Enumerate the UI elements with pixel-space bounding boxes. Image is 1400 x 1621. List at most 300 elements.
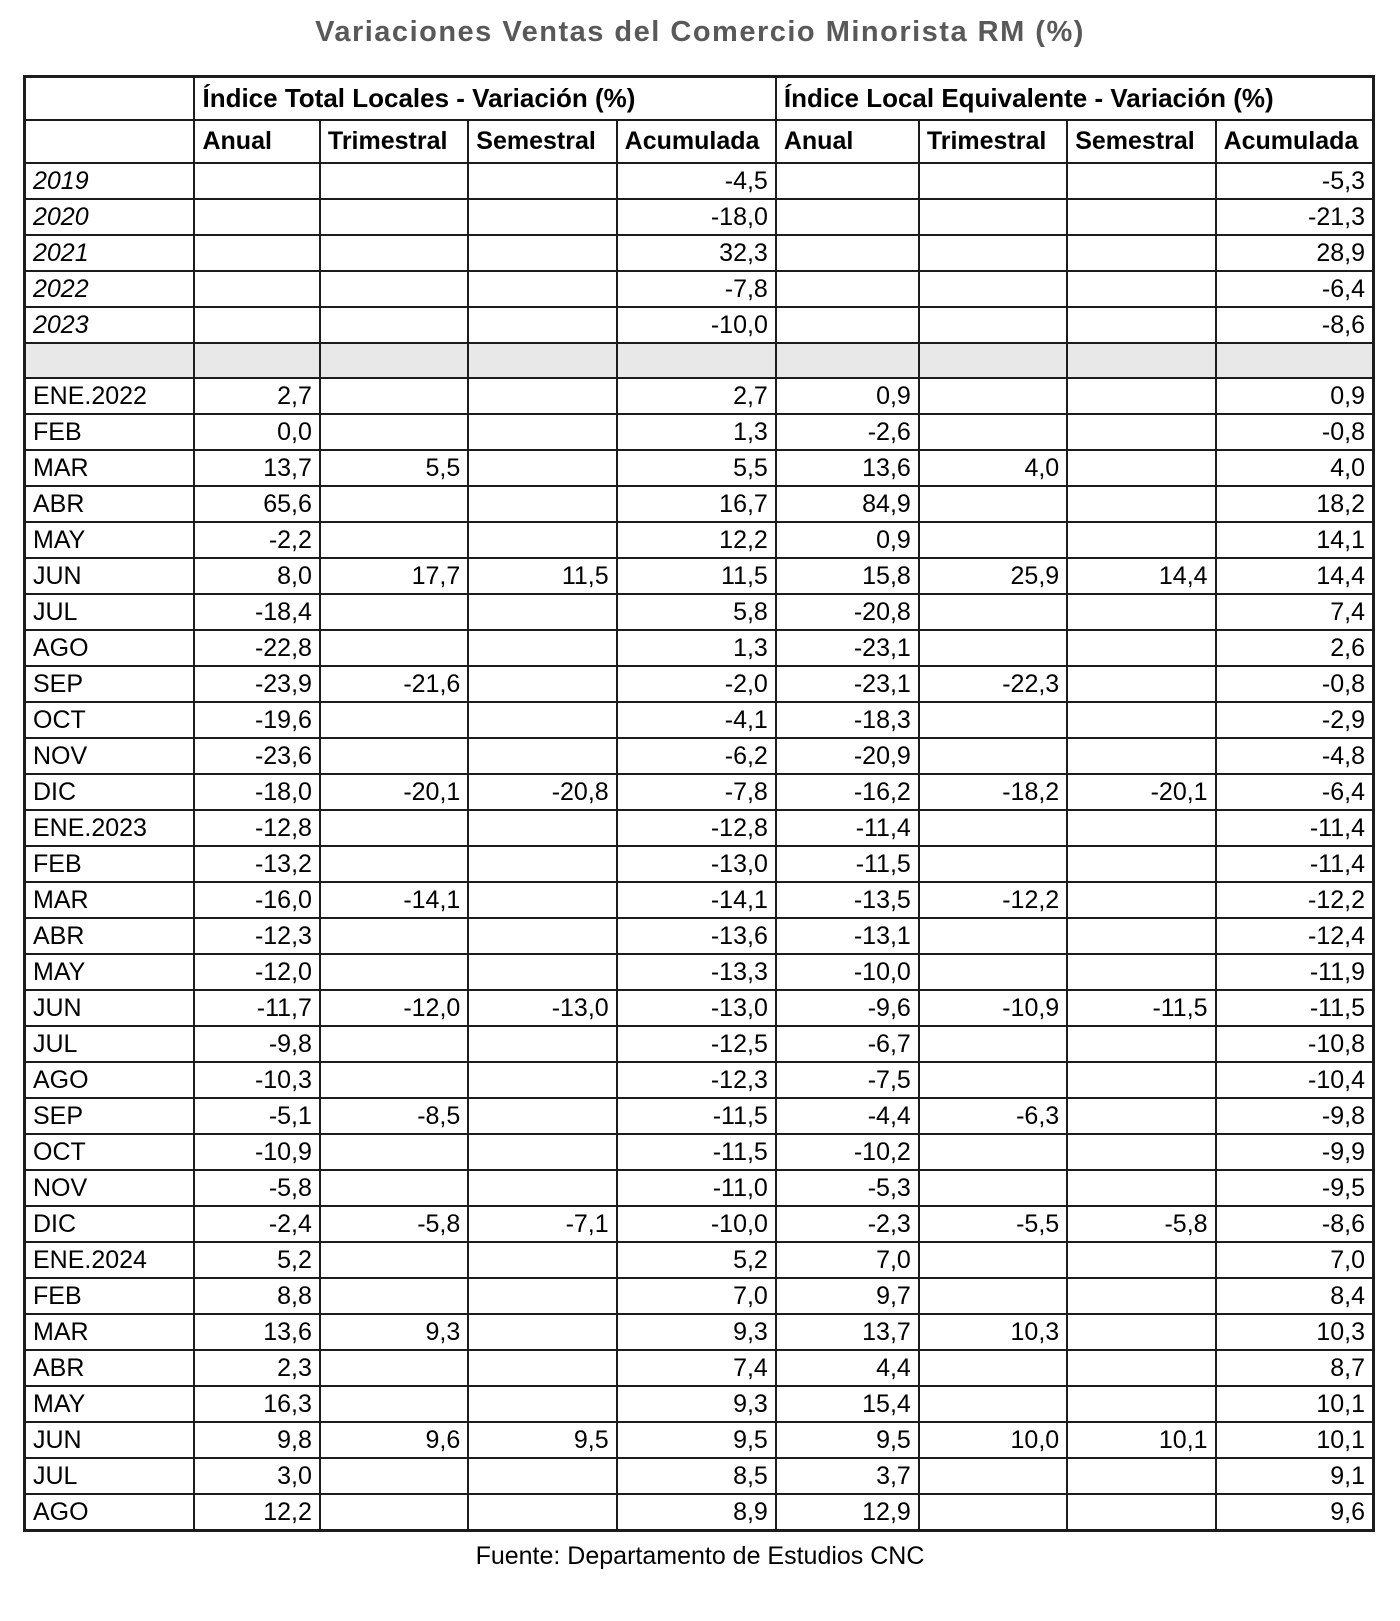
value-cell: -7,5 <box>776 1062 919 1098</box>
value-cell: 13,6 <box>194 1314 319 1350</box>
table-row <box>25 1026 1374 1062</box>
value-cell: -12,3 <box>617 1062 776 1098</box>
value-cell <box>320 810 468 846</box>
value-cell: -8,6 <box>1216 1206 1374 1242</box>
table-row <box>25 271 1374 307</box>
value-cell: 8,9 <box>617 1494 776 1531</box>
value-cell <box>468 666 616 702</box>
value-cell: 5,5 <box>617 450 776 486</box>
value-cell: 32,3 <box>617 235 776 271</box>
table-row <box>25 1458 1374 1494</box>
group-header-row <box>25 77 1374 121</box>
table-row <box>25 882 1374 918</box>
value-cell <box>919 1134 1067 1170</box>
value-cell: -23,9 <box>194 666 319 702</box>
value-cell: -5,8 <box>1067 1206 1215 1242</box>
value-cell <box>1067 307 1215 343</box>
value-cell: 13,7 <box>194 450 319 486</box>
value-cell: -13,3 <box>617 954 776 990</box>
value-cell <box>468 1278 616 1314</box>
value-cell: 10,1 <box>1216 1422 1374 1458</box>
separator-cell <box>1216 343 1374 378</box>
value-cell: 2,3 <box>194 1350 319 1386</box>
value-cell <box>1067 199 1215 235</box>
value-cell: 12,2 <box>617 522 776 558</box>
table-row <box>25 990 1374 1026</box>
value-cell <box>468 450 616 486</box>
value-cell <box>468 1098 616 1134</box>
value-cell <box>468 1170 616 1206</box>
value-cell <box>468 1350 616 1386</box>
value-cell: 7,0 <box>776 1242 919 1278</box>
column-header-anual-1: Anual <box>194 120 319 163</box>
value-cell: -6,4 <box>1216 774 1374 810</box>
value-cell <box>320 1278 468 1314</box>
value-cell <box>1067 414 1215 450</box>
value-cell <box>919 1386 1067 1422</box>
column-header-trimestral-1: Trimestral <box>320 120 468 163</box>
separator-cell <box>1067 343 1215 378</box>
value-cell: 17,7 <box>320 558 468 594</box>
value-cell <box>1067 1062 1215 1098</box>
value-cell <box>468 1026 616 1062</box>
row-label: MAY <box>25 954 195 990</box>
table-row <box>25 666 1374 702</box>
value-cell <box>468 738 616 774</box>
value-cell <box>1067 1026 1215 1062</box>
value-cell: 0,9 <box>776 522 919 558</box>
value-cell <box>468 1386 616 1422</box>
value-cell <box>1067 1278 1215 1314</box>
row-label: JUN <box>25 990 195 1026</box>
value-cell <box>320 594 468 630</box>
value-cell <box>194 307 319 343</box>
value-cell <box>468 307 616 343</box>
value-cell: -12,2 <box>1216 882 1374 918</box>
value-cell: 1,3 <box>617 630 776 666</box>
value-cell <box>919 1494 1067 1531</box>
value-cell: 2,6 <box>1216 630 1374 666</box>
table-row <box>25 1134 1374 1170</box>
table-row <box>25 378 1374 414</box>
table-row <box>25 810 1374 846</box>
value-cell: -20,1 <box>1067 774 1215 810</box>
row-label: ENE.2023 <box>25 810 195 846</box>
value-cell <box>320 1494 468 1531</box>
page-title: Variaciones Ventas del Comercio Minorista RM (%) <box>315 16 1085 48</box>
value-cell <box>468 846 616 882</box>
table-row <box>25 702 1374 738</box>
row-label: 2023 <box>25 307 195 343</box>
column-header-semestral-1: Semestral <box>468 120 616 163</box>
value-cell: 7,0 <box>617 1278 776 1314</box>
value-cell: -12,4 <box>1216 918 1374 954</box>
value-cell: 10,3 <box>1216 1314 1374 1350</box>
value-cell: -7,8 <box>617 774 776 810</box>
column-header-acumulada-1: Acumulada <box>617 120 776 163</box>
value-cell: -16,0 <box>194 882 319 918</box>
value-cell: -2,3 <box>776 1206 919 1242</box>
value-cell <box>194 163 319 199</box>
value-cell: -11,4 <box>776 810 919 846</box>
value-cell: -10,0 <box>617 307 776 343</box>
value-cell <box>468 163 616 199</box>
table-row <box>25 1062 1374 1098</box>
value-cell: 9,6 <box>1216 1494 1374 1531</box>
value-cell: -8,5 <box>320 1098 468 1134</box>
data-table <box>23 75 1375 1532</box>
value-cell: 7,0 <box>1216 1242 1374 1278</box>
value-cell: -7,8 <box>617 271 776 307</box>
value-cell: 0,0 <box>194 414 319 450</box>
table-row <box>25 235 1374 271</box>
value-cell: -14,1 <box>320 882 468 918</box>
value-cell: -18,0 <box>194 774 319 810</box>
value-cell: 5,5 <box>320 450 468 486</box>
value-cell: -11,5 <box>1067 990 1215 1026</box>
value-cell: -16,2 <box>776 774 919 810</box>
value-cell <box>468 918 616 954</box>
value-cell: 9,3 <box>617 1314 776 1350</box>
table-row <box>25 594 1374 630</box>
value-cell <box>320 307 468 343</box>
source-note: Fuente: Departamento de Estudios CNC <box>475 1542 925 1570</box>
value-cell: -12,5 <box>617 1026 776 1062</box>
value-cell <box>1067 882 1215 918</box>
table-row <box>25 918 1374 954</box>
value-cell: -4,4 <box>776 1098 919 1134</box>
value-cell: 8,7 <box>1216 1350 1374 1386</box>
value-cell: 10,0 <box>919 1422 1067 1458</box>
value-cell: -20,9 <box>776 738 919 774</box>
value-cell <box>320 1062 468 1098</box>
row-label: MAR <box>25 1314 195 1350</box>
row-label: MAR <box>25 882 195 918</box>
separator-cell <box>194 343 319 378</box>
value-cell: -12,0 <box>194 954 319 990</box>
value-cell <box>1067 810 1215 846</box>
value-cell <box>1067 1350 1215 1386</box>
value-cell: 9,1 <box>1216 1458 1374 1494</box>
table-row <box>25 1350 1374 1386</box>
value-cell: -10,9 <box>919 990 1067 1026</box>
value-cell: -6,2 <box>617 738 776 774</box>
value-cell: -6,4 <box>1216 271 1374 307</box>
separator-row <box>25 343 1374 378</box>
value-cell: -2,4 <box>194 1206 319 1242</box>
row-label: 2022 <box>25 271 195 307</box>
table-row <box>25 1386 1374 1422</box>
value-cell: 3,7 <box>776 1458 919 1494</box>
table-row <box>25 486 1374 522</box>
value-cell <box>320 1458 468 1494</box>
row-label: AGO <box>25 630 195 666</box>
value-cell: -22,3 <box>919 666 1067 702</box>
value-cell <box>919 1170 1067 1206</box>
column-header-semestral-2: Semestral <box>1067 120 1215 163</box>
value-cell: -5,3 <box>776 1170 919 1206</box>
value-cell <box>919 702 1067 738</box>
value-cell: -20,8 <box>776 594 919 630</box>
value-cell: -21,6 <box>320 666 468 702</box>
value-cell <box>468 1242 616 1278</box>
value-cell: -23,6 <box>194 738 319 774</box>
value-cell: 5,2 <box>194 1242 319 1278</box>
value-cell <box>1067 702 1215 738</box>
value-cell <box>320 738 468 774</box>
row-label: AGO <box>25 1494 195 1531</box>
row-label: ABR <box>25 918 195 954</box>
value-cell: 15,8 <box>776 558 919 594</box>
row-label: ABR <box>25 486 195 522</box>
value-cell: 65,6 <box>194 486 319 522</box>
value-cell: -13,0 <box>617 990 776 1026</box>
value-cell <box>468 199 616 235</box>
value-cell <box>320 1242 468 1278</box>
value-cell <box>320 235 468 271</box>
value-cell: -11,5 <box>776 846 919 882</box>
corner-cell <box>25 120 195 163</box>
value-cell <box>1067 630 1215 666</box>
value-cell: -2,0 <box>617 666 776 702</box>
value-cell: -11,5 <box>617 1134 776 1170</box>
value-cell <box>468 271 616 307</box>
value-cell <box>919 1458 1067 1494</box>
value-cell: 9,5 <box>617 1422 776 1458</box>
value-cell: 12,2 <box>194 1494 319 1531</box>
table-row <box>25 738 1374 774</box>
value-cell: 7,4 <box>617 1350 776 1386</box>
value-cell <box>468 594 616 630</box>
value-cell: 11,5 <box>617 558 776 594</box>
separator-cell <box>320 343 468 378</box>
value-cell: 11,5 <box>468 558 616 594</box>
value-cell: 1,3 <box>617 414 776 450</box>
value-cell: -23,1 <box>776 630 919 666</box>
value-cell: -19,6 <box>194 702 319 738</box>
row-label: NOV <box>25 738 195 774</box>
corner-cell <box>25 77 195 121</box>
value-cell: 13,6 <box>776 450 919 486</box>
value-cell <box>194 199 319 235</box>
group-header-local-equivalente: Índice Local Equivalente - Variación (%) <box>776 77 1374 121</box>
value-cell <box>919 414 1067 450</box>
value-cell <box>468 522 616 558</box>
row-label: MAY <box>25 1386 195 1422</box>
value-cell <box>919 846 1067 882</box>
value-cell: 5,8 <box>617 594 776 630</box>
value-cell <box>1067 1494 1215 1531</box>
table-row <box>25 1314 1374 1350</box>
value-cell <box>320 918 468 954</box>
value-cell: -2,6 <box>776 414 919 450</box>
value-cell: 14,1 <box>1216 522 1374 558</box>
value-cell: -5,3 <box>1216 163 1374 199</box>
value-cell: 4,0 <box>1216 450 1374 486</box>
value-cell: -4,5 <box>617 163 776 199</box>
value-cell <box>320 522 468 558</box>
row-label: AGO <box>25 1062 195 1098</box>
value-cell <box>320 1026 468 1062</box>
value-cell <box>1067 1170 1215 1206</box>
value-cell <box>320 630 468 666</box>
value-cell <box>776 163 919 199</box>
value-cell <box>1067 1242 1215 1278</box>
value-cell: -4,1 <box>617 702 776 738</box>
value-cell: 3,0 <box>194 1458 319 1494</box>
value-cell <box>919 522 1067 558</box>
value-cell: -5,8 <box>320 1206 468 1242</box>
value-cell <box>919 1278 1067 1314</box>
value-cell: 8,4 <box>1216 1278 1374 1314</box>
table-row <box>25 954 1374 990</box>
value-cell: 9,3 <box>617 1386 776 1422</box>
table-row <box>25 1206 1374 1242</box>
value-cell: 16,7 <box>617 486 776 522</box>
value-cell: 4,4 <box>776 1350 919 1386</box>
value-cell: -12,3 <box>194 918 319 954</box>
value-cell: -18,2 <box>919 774 1067 810</box>
value-cell: 10,1 <box>1067 1422 1215 1458</box>
value-cell <box>919 486 1067 522</box>
value-cell <box>1067 486 1215 522</box>
value-cell <box>1067 1314 1215 1350</box>
value-cell: -13,6 <box>617 918 776 954</box>
value-cell <box>1067 846 1215 882</box>
value-cell: -9,8 <box>1216 1098 1374 1134</box>
value-cell <box>468 954 616 990</box>
value-cell: 12,9 <box>776 1494 919 1531</box>
value-cell <box>919 378 1067 414</box>
value-cell <box>1067 450 1215 486</box>
value-cell <box>320 1386 468 1422</box>
group-header-total-locales: Índice Total Locales - Variación (%) <box>194 77 775 121</box>
row-label: SEP <box>25 666 195 702</box>
table-row <box>25 1170 1374 1206</box>
value-cell: -12,8 <box>194 810 319 846</box>
value-cell <box>1067 522 1215 558</box>
value-cell: -12,8 <box>617 810 776 846</box>
row-label: DIC <box>25 774 195 810</box>
row-label: MAY <box>25 522 195 558</box>
value-cell: -11,5 <box>1216 990 1374 1026</box>
value-cell <box>468 1062 616 1098</box>
value-cell <box>468 1494 616 1531</box>
value-cell: 0,9 <box>1216 378 1374 414</box>
value-cell: -18,3 <box>776 702 919 738</box>
value-cell: 0,9 <box>776 378 919 414</box>
value-cell <box>320 271 468 307</box>
row-label: FEB <box>25 1278 195 1314</box>
value-cell <box>468 1458 616 1494</box>
value-cell: -22,8 <box>194 630 319 666</box>
value-cell <box>320 954 468 990</box>
value-cell: -10,0 <box>617 1206 776 1242</box>
value-cell <box>468 702 616 738</box>
value-cell: -10,8 <box>1216 1026 1374 1062</box>
value-cell: -13,0 <box>468 990 616 1026</box>
value-cell <box>919 954 1067 990</box>
separator-cell <box>776 343 919 378</box>
value-cell <box>1067 738 1215 774</box>
value-cell: -0,8 <box>1216 414 1374 450</box>
value-cell: -9,8 <box>194 1026 319 1062</box>
value-cell: -20,1 <box>320 774 468 810</box>
value-cell: -11,7 <box>194 990 319 1026</box>
row-label: SEP <box>25 1098 195 1134</box>
table-row <box>25 1494 1374 1531</box>
value-cell: -2,9 <box>1216 702 1374 738</box>
value-cell <box>919 163 1067 199</box>
value-cell: -9,6 <box>776 990 919 1026</box>
row-label: MAR <box>25 450 195 486</box>
value-cell <box>1067 1134 1215 1170</box>
table-row <box>25 558 1374 594</box>
value-cell: -20,8 <box>468 774 616 810</box>
table-row <box>25 414 1374 450</box>
value-cell: 84,9 <box>776 486 919 522</box>
column-header-acumulada-2: Acumulada <box>1216 120 1374 163</box>
value-cell <box>468 882 616 918</box>
row-label: NOV <box>25 1170 195 1206</box>
value-cell: -8,6 <box>1216 307 1374 343</box>
separator-cell <box>617 343 776 378</box>
table-row <box>25 199 1374 235</box>
row-label: DIC <box>25 1206 195 1242</box>
value-cell <box>320 378 468 414</box>
value-cell <box>468 486 616 522</box>
value-cell <box>1067 666 1215 702</box>
table-row <box>25 1278 1374 1314</box>
value-cell <box>320 414 468 450</box>
table-row <box>25 774 1374 810</box>
value-cell: -6,7 <box>776 1026 919 1062</box>
value-cell: -18,4 <box>194 594 319 630</box>
value-cell: -0,8 <box>1216 666 1374 702</box>
value-cell: -14,1 <box>617 882 776 918</box>
column-header-anual-2: Anual <box>776 120 919 163</box>
value-cell: -13,0 <box>617 846 776 882</box>
value-cell <box>919 271 1067 307</box>
value-cell: 18,2 <box>1216 486 1374 522</box>
value-cell: 8,5 <box>617 1458 776 1494</box>
value-cell <box>468 414 616 450</box>
value-cell: -21,3 <box>1216 199 1374 235</box>
value-cell <box>919 630 1067 666</box>
sub-header-row <box>25 120 1374 163</box>
value-cell <box>1067 235 1215 271</box>
row-label: JUL <box>25 1026 195 1062</box>
value-cell: 2,7 <box>617 378 776 414</box>
table-row <box>25 522 1374 558</box>
value-cell: 5,2 <box>617 1242 776 1278</box>
value-cell: -10,0 <box>776 954 919 990</box>
value-cell: 14,4 <box>1067 558 1215 594</box>
value-cell: 25,9 <box>919 558 1067 594</box>
value-cell: -18,0 <box>617 199 776 235</box>
row-label: FEB <box>25 846 195 882</box>
row-label: ENE.2024 <box>25 1242 195 1278</box>
value-cell <box>1067 163 1215 199</box>
table-row <box>25 1242 1374 1278</box>
row-label: JUN <box>25 558 195 594</box>
value-cell: -5,8 <box>194 1170 319 1206</box>
value-cell <box>1067 1458 1215 1494</box>
value-cell <box>320 1134 468 1170</box>
value-cell <box>919 1062 1067 1098</box>
value-cell <box>194 235 319 271</box>
value-cell <box>919 1350 1067 1386</box>
